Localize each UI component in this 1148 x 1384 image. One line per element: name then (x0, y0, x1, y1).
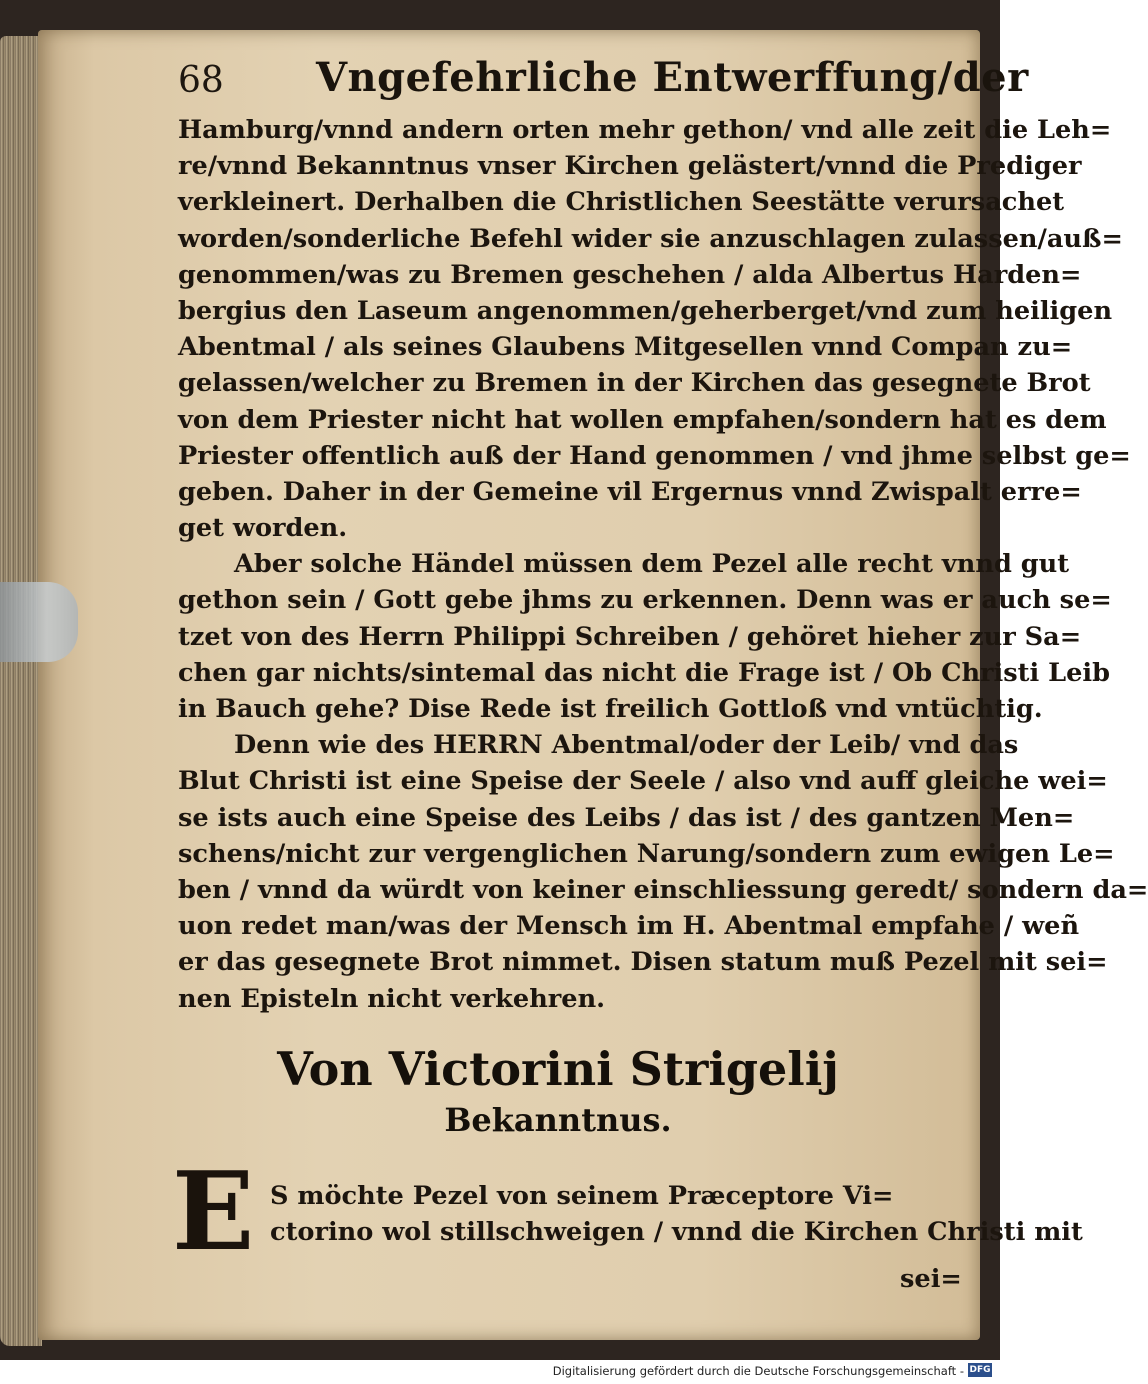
text-line: er das gesegnete Brot nimmet. Disen statum muß Pezel mit sei= (178, 947, 1108, 978)
text-line: ben / vnnd da würdt von keiner einschliessung geredt/ sondern da= (178, 874, 1148, 905)
page-header (178, 50, 1029, 106)
text-line: Abentmal / als seines Glaubens Mitgesellen vnnd Compan zu= (178, 332, 1073, 363)
text-line: get worden. (178, 513, 348, 544)
text-line: gethon sein / Gott gebe jhms zu erkennen. Denn was er auch se= (178, 585, 1112, 616)
text-line: chen gar nichts/sintemal das nicht die Frage ist / Ob Christi Leib (178, 657, 1111, 688)
page-number: 68 (178, 60, 224, 101)
running-head: Vngefehrliche Entwerffung/der (316, 54, 1029, 101)
text-line: verkleinert. Derhalben die Christlichen Seestätte verursachet (178, 187, 1065, 218)
text-line: S möchte Pezel von seinem Præceptore Vi= (270, 1181, 894, 1211)
text-line: in Bauch gehe? Dise Rede ist freilich Gottloß vnd vntüchtig. (178, 694, 1043, 724)
section-subtitle: Bekanntnus. (444, 1101, 672, 1139)
funding-credit: Digitalisierung gefördert durch die Deutsche Forschungsgemeinschaft - (552, 1364, 964, 1378)
text-line: ctorino wol stillschweigen / vnnd die Kirchen Christi mit (270, 1217, 1083, 1248)
text-line: Aber solche Händel müssen dem Pezel alle recht vnnd gut (234, 549, 1070, 580)
section-heading (178, 1040, 938, 1142)
text-line: Denn wie des HERRN Abentmal/oder der Leib/ vnd das (234, 730, 1019, 761)
text-line: se ists auch eine Speise des Leibs / das ist / des gantzen Men= (178, 802, 1075, 833)
text-line: von dem Priester nicht hat wollen empfahen/sondern hat es dem (178, 404, 1107, 435)
text-line: re/vnnd Bekanntnus vnser Kirchen gelästert/vnnd die Prediger (178, 151, 1082, 182)
text-line: nen Episteln nicht verkehren. (178, 983, 606, 1014)
section-title: Von Victorini Strigelij (277, 1042, 839, 1096)
text-line: genommen/was zu Bremen geschehen / alda Albertus Harden= (178, 259, 1082, 290)
text-line: bergius den Laseum angenommen/geherberget/vnd zum heiligen (178, 295, 1113, 326)
catchword: sei= (900, 1264, 962, 1294)
text-line: geben. Daher in der Gemeine vil Ergernus vnnd Zwispalt erre= (178, 476, 1082, 507)
text-line: Blut Christi ist eine Speise der Seele / also vnd auff gleiche wei= (178, 766, 1108, 797)
text-line: Priester offentlich auß der Hand genommen / vnd jhme selbst ge= (178, 440, 1131, 471)
book-page-stack (0, 36, 42, 1346)
footer-bar (0, 1360, 1000, 1384)
body-text (178, 112, 1148, 1017)
text-line: worden/sonderliche Befehl wider sie anzuschlagen zulassen/auß= (178, 223, 1123, 254)
text-line: Hamburg/vnnd andern orten mehr gethon/ vnd alle zeit die Leh= (178, 115, 1112, 145)
opening-paragraph (270, 1178, 1083, 1250)
text-line: tzet von des Herrn Philippi Schreiben / gehöret hieher zur Sa= (178, 621, 1082, 652)
dfg-logo: DFG (969, 1365, 991, 1375)
text-line: gelassen/welcher zu Bremen in der Kirchen das gesegnete Brot (178, 368, 1091, 399)
text-line: schens/nicht zur vergenglichen Narung/sondern zum ewigen Le= (178, 838, 1115, 869)
text-line: uon redet man/was der Mensch im H. Abentmal empfahe / weñ (178, 911, 1080, 942)
decorated-initial: E (172, 1149, 255, 1275)
book-clip (0, 582, 78, 662)
